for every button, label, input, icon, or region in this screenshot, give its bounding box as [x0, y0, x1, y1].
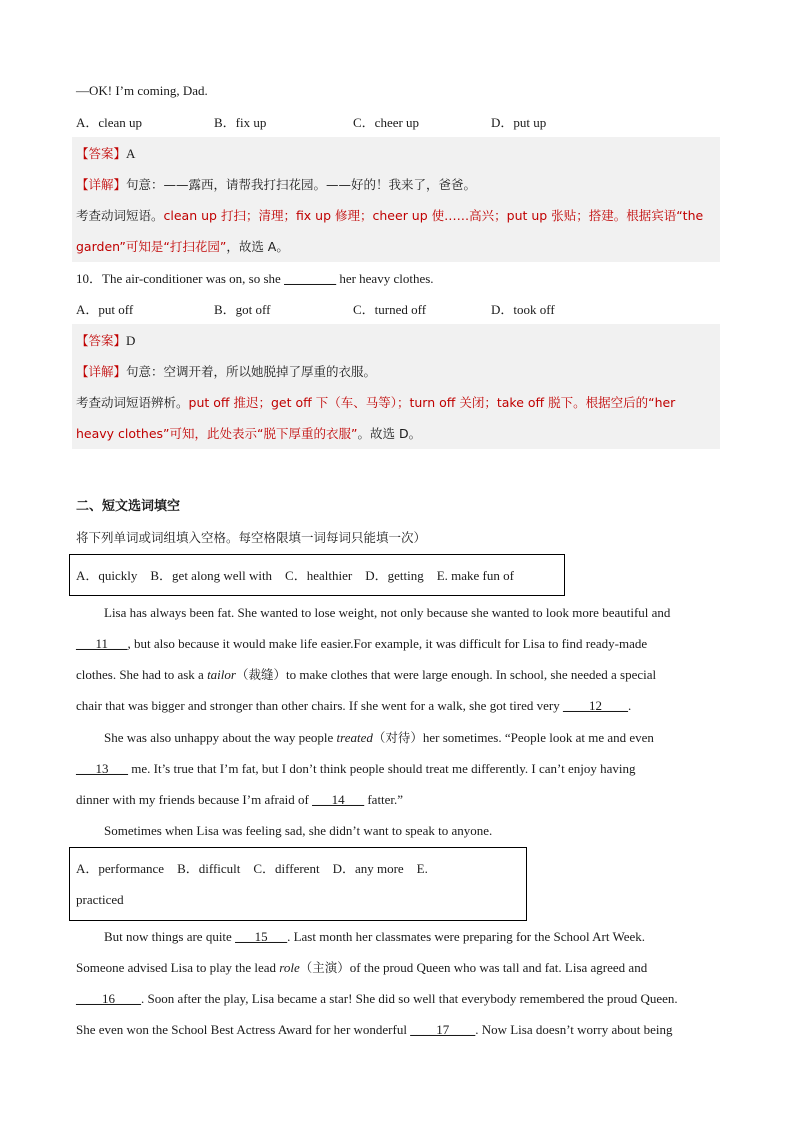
q10-option-b: B．got off: [214, 302, 271, 317]
blank-15: ___15___: [235, 929, 288, 944]
q9-option-c: C．cheer up: [353, 115, 420, 130]
word-bank-1: A．quickly B．get along well with C．healthier D．getting E. make fun of: [76, 568, 514, 583]
q10-detail-1: 【详解】句意：空调开着，所以她脱掉了厚重的衣服。: [76, 364, 377, 379]
word-bank-2-line-1: A．performance B．difficult C．different D．any more E.: [76, 861, 428, 876]
q9-options: [76, 113, 546, 133]
p4-line-4: She even won the School Best Actress Award for her wonderful ____17____. Now Lisa doesn’t worry about being: [76, 1022, 673, 1037]
q9-detail-1: 【详解】句意：——露西，请帮我打扫花园。——好的！我来了，爸爸。: [76, 177, 477, 192]
q9-option-a: A．clean up: [76, 115, 143, 130]
q9-dialog: —OK! I’m coming, Dad.: [76, 83, 208, 98]
p4-line-3: ____16____. Soon after the play, Lisa became a star! She did so well that everybody remembered the proud Queen.: [76, 991, 678, 1006]
word-bank-2-line-2: practiced: [76, 892, 124, 907]
p1-line-1: Lisa has always been fat. She wanted to lose weight, not only because she wanted to look more beautiful and: [104, 605, 671, 620]
p1-line-3: clothes. She had to ask a tailor（裁缝）to make clothes that were large enough. In school, she needed a special: [76, 667, 657, 682]
detail-label: 【详解】: [76, 177, 127, 192]
section-title: 二、短文选词填空: [76, 499, 181, 514]
section-instruction: 将下列单词或词组填入空格。每空格限填一词每词只能填一次）: [76, 530, 427, 545]
answer-value: D: [126, 333, 136, 348]
answer-label: 【答案】: [76, 146, 127, 161]
answer-label: 【答案】: [76, 333, 127, 348]
q10-stem: 10．The air-conditioner was on, so she ________ her heavy clothes.: [76, 271, 434, 286]
p1-line-4: chair that was bigger and stronger than other chairs. If she went for a walk, she got tired very ____12____.: [76, 698, 632, 713]
p4-line-2: Someone advised Lisa to play the lead role（主演）of the proud Queen who was tall and fat. Lisa agreed and: [76, 960, 648, 975]
p3-line-1: Sometimes when Lisa was feeling sad, she didn’t want to speak to anyone.: [104, 823, 493, 838]
blank-17: ____17____: [410, 1022, 476, 1037]
blank-16: ____16____: [76, 991, 141, 1006]
q10-answer: [76, 331, 135, 351]
blank-11: ___11___: [76, 636, 128, 651]
p2-line-1: She was also unhappy about the way people treated（对待）her sometimes. “People look at me and even: [104, 730, 654, 745]
q9-detail-3: garden”可知是“打扫花园”，故选 A。: [76, 239, 289, 254]
p1-line-2: ___11___, but also because it would make life easier.For example, it was difficult for Lisa to find ready-made: [76, 636, 648, 651]
q9-answer: [76, 144, 135, 164]
q10-blank: ________: [284, 271, 337, 286]
q9-option-d: D．put up: [491, 115, 547, 130]
p2-line-3: dinner with my friends because I’m afraid of ___14___ fatter.”: [76, 792, 404, 807]
blank-14: ___14___: [312, 792, 365, 807]
blank-12: ____12____: [562, 698, 628, 713]
q9-option-b: B．fix up: [214, 115, 267, 130]
blank-13: ___13___: [76, 761, 128, 776]
q10-option-a: A．put off: [76, 302, 134, 317]
q10-detail-2: 考查动词短语辨析。put off 推迟；get off 下（车、马等）；turn off 关闭；take off 脱下。根据空后的“her: [76, 395, 676, 410]
q10-detail-3: heavy clothes”可知，此处表示“脱下厚重的衣服”。故选 D。: [76, 426, 422, 441]
detail-label: 【详解】: [76, 364, 127, 379]
q9-detail-2: 考查动词短语。clean up 打扫；清理；fix up 修理；cheer up 使……高兴；put up 张贴；搭建。根据宾语“the: [76, 208, 704, 223]
p4-line-1: But now things are quite ___15___. Last month her classmates were preparing for the School Art Week.: [104, 929, 645, 944]
answer-value: A: [126, 146, 136, 161]
q10-options: [76, 300, 555, 320]
q10-option-d: D．took off: [491, 302, 555, 317]
q10-option-c: C．turned off: [353, 302, 427, 317]
p2-line-2: ___13___ me. It’s true that I’m fat, but I don’t think people should treat me differently. I can’t enjoy having: [76, 761, 636, 776]
